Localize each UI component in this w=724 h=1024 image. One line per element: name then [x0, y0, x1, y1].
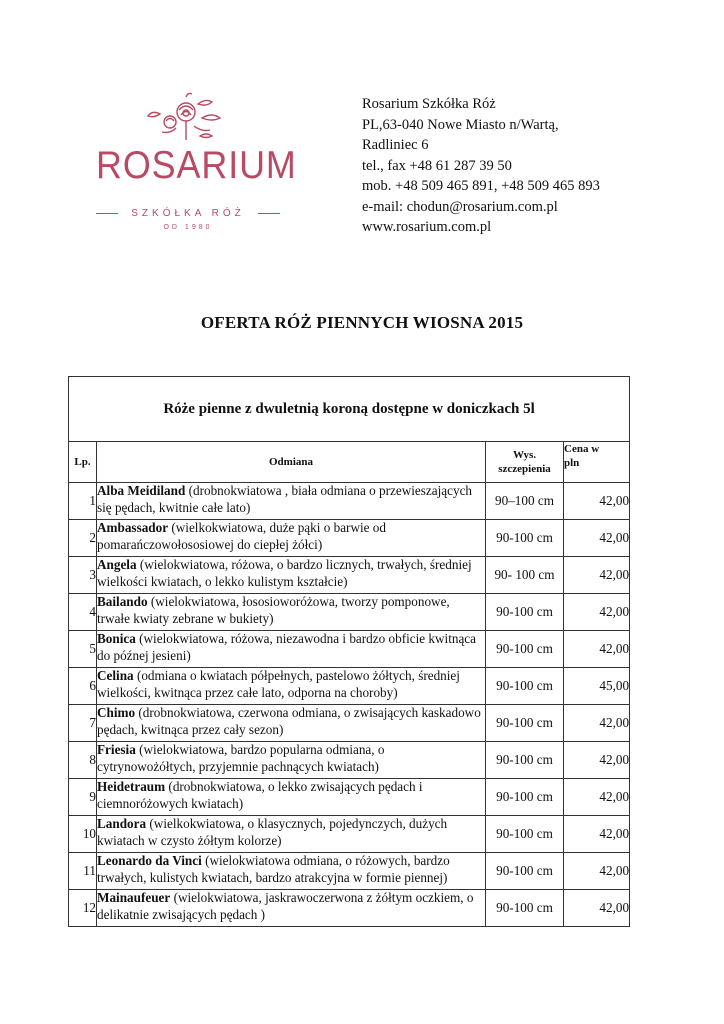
logo-wordmark: ROSARIUM	[96, 144, 297, 187]
row-price: 42,00	[564, 705, 630, 742]
table-row	[69, 742, 630, 779]
header-cena-line2: pln	[564, 457, 580, 469]
table-row	[69, 594, 630, 631]
header-odmiana: Odmiana	[97, 442, 486, 483]
rosarium-logo	[88, 92, 297, 242]
row-variety-name: Angela	[97, 557, 137, 572]
row-height: 90-100 cm	[486, 631, 564, 668]
table-row	[69, 705, 630, 742]
row-lp: 2	[69, 520, 97, 557]
row-price: 42,00	[564, 557, 630, 594]
row-variety-desc: (wielokwiatowa, różowa, niezawodna i bardzo obficie kwitnąca do późnej jesieni)	[97, 631, 477, 663]
row-variety-name: Celina	[97, 668, 134, 683]
row-lp: 5	[69, 631, 97, 668]
row-odmiana	[97, 520, 486, 557]
row-variety-name: Landora	[97, 816, 147, 831]
header-wys-line1: Wys.	[512, 449, 537, 461]
table-caption: Róże pienne z dwuletnią koroną dostępne w doniczkach 5l	[69, 377, 630, 442]
row-lp: 7	[69, 705, 97, 742]
row-odmiana	[97, 594, 486, 631]
table-row	[69, 557, 630, 594]
row-odmiana	[97, 631, 486, 668]
row-height: 90-100 cm	[486, 668, 564, 705]
row-variety-name: Alba Meidiland	[97, 483, 186, 498]
row-price: 42,00	[564, 853, 630, 890]
contact-phone: tel., fax +48 61 287 39 50	[362, 157, 512, 174]
row-variety-name: Leonardo da Vinci	[97, 853, 202, 868]
row-height: 90-100 cm	[486, 853, 564, 890]
row-lp: 12	[69, 890, 97, 927]
row-odmiana	[97, 705, 486, 742]
row-odmiana	[97, 742, 486, 779]
row-odmiana	[97, 853, 486, 890]
row-variety-name: Chimo	[97, 705, 136, 720]
row-variety-name: Bailando	[97, 594, 148, 609]
row-lp: 10	[69, 816, 97, 853]
row-variety-desc: (odmiana o kwiatach półpełnych, pastelowo żółtych, średniej wielkości, kwitnąca przez całe lato, odporna na choroby)	[97, 668, 460, 700]
row-price: 42,00	[564, 483, 630, 520]
row-lp: 4	[69, 594, 97, 631]
table-row	[69, 779, 630, 816]
contact-address: PL,63-040 Nowe Miasto n/Wartą,	[362, 116, 559, 133]
logo-established: OD 1980	[163, 224, 213, 231]
logo-subtitle: SZKÓŁKA RÓŻ	[131, 208, 245, 219]
contact-block	[362, 94, 600, 238]
row-lp: 11	[69, 853, 97, 890]
table-row	[69, 668, 630, 705]
row-height: 90-100 cm	[486, 890, 564, 927]
table-row	[69, 483, 630, 520]
header-lp: Lp.	[69, 442, 97, 483]
contact-website: www.rosarium.com.pl	[362, 219, 492, 235]
row-price: 42,00	[564, 631, 630, 668]
row-variety-name: Ambassador	[97, 520, 169, 535]
row-variety-desc: (wielokwiatowa, różowa, o bardzo licznych, trwałych, średniej wielkości kwiatach, o lekko kulistym kształcie)	[97, 557, 472, 589]
row-price: 42,00	[564, 779, 630, 816]
table-row	[69, 520, 630, 557]
row-height: 90-100 cm	[486, 742, 564, 779]
header-cena	[564, 442, 630, 483]
row-height: 90-100 cm	[486, 779, 564, 816]
row-price: 42,00	[564, 890, 630, 927]
row-variety-desc: (drobnokwiatowa, czerwona odmiana, o zwisających kaskadowo pędach, kwitnąca przez cały sezon)	[97, 705, 481, 737]
row-variety-desc: (drobnokwiatowa, o lekko zwisających pędach i ciemnoróżowych kwiatach)	[97, 779, 423, 811]
row-lp: 1	[69, 483, 97, 520]
row-odmiana	[97, 890, 486, 927]
row-odmiana	[97, 816, 486, 853]
table-row	[69, 890, 630, 927]
row-height: 90-100 cm	[486, 520, 564, 557]
table-row	[69, 631, 630, 668]
page-title: OFERTA RÓŻ PIENNYCH WIOSNA 2015	[200, 313, 524, 332]
contact-street: Radliniec 6	[362, 137, 429, 153]
row-height: 90- 100 cm	[486, 557, 564, 594]
row-height: 90-100 cm	[486, 705, 564, 742]
header-wys-line2: szczepienia	[498, 463, 551, 475]
row-lp: 9	[69, 779, 97, 816]
contact-company: Rosarium Szkółka Róż	[362, 96, 496, 112]
contact-mobile: mob. +48 509 465 891, +48 509 465 893	[362, 178, 600, 194]
offer-table	[68, 376, 630, 927]
header-wys	[486, 442, 564, 483]
table-row	[69, 816, 630, 853]
row-odmiana	[97, 779, 486, 816]
row-odmiana	[97, 483, 486, 520]
rose-icon	[146, 92, 226, 142]
row-price: 42,00	[564, 594, 630, 631]
row-price: 42,00	[564, 520, 630, 557]
row-lp: 3	[69, 557, 97, 594]
header-cena-line1: Cena w	[564, 443, 600, 455]
row-variety-desc: (wielkokwiatowa, duże pąki o barwie od pomarańczowołososiowej do ciepłej żółci)	[97, 520, 386, 552]
row-odmiana	[97, 668, 486, 705]
row-variety-name: Heidetraum	[97, 779, 166, 794]
row-height: 90-100 cm	[486, 594, 564, 631]
row-variety-name: Mainaufeuer	[97, 890, 171, 905]
row-price: 42,00	[564, 816, 630, 853]
row-height: 90-100 cm	[486, 816, 564, 853]
logo-rule-right	[258, 213, 280, 214]
row-price: 45,00	[564, 668, 630, 705]
table-row	[69, 853, 630, 890]
contact-email: e-mail: chodun@rosarium.com.pl	[362, 198, 558, 215]
row-variety-desc: (wielkokwiatowa, o klasycznych, pojedynczych, dużych kwiatach w czysto żółtym kolorze)	[97, 816, 448, 848]
row-variety-desc: (wielokwiatowa, bardzo popularna odmiana, o cytrynowożółtych, przyjemnie pachnących kwiatach)	[97, 742, 385, 774]
row-height: 90–100 cm	[486, 483, 564, 520]
row-lp: 8	[69, 742, 97, 779]
row-variety-name: Friesia	[97, 742, 136, 757]
row-variety-desc: (wielokwiatowa odmiana, o różowych, bardzo trwałych, kulistych kwiatach, bardzo atrakcyjna w formie piennej)	[97, 853, 450, 885]
row-variety-name: Bonica	[97, 631, 136, 646]
row-odmiana	[97, 557, 486, 594]
row-lp: 6	[69, 668, 97, 705]
row-variety-desc: (wielokwiatowa, łososioworóżowa, tworzy pomponowe, trwałe kwiaty zebrane w bukiety)	[97, 594, 450, 626]
row-variety-desc: (drobnokwiatowa , biała odmiana o przewieszających się pędach, kwitnie całe lato)	[97, 483, 473, 515]
row-price: 42,00	[564, 742, 630, 779]
row-variety-desc: (wielokwiatowa, jaskrawoczerwona z żółtym oczkiem, o delikatnie zwisających pędach )	[97, 890, 474, 922]
